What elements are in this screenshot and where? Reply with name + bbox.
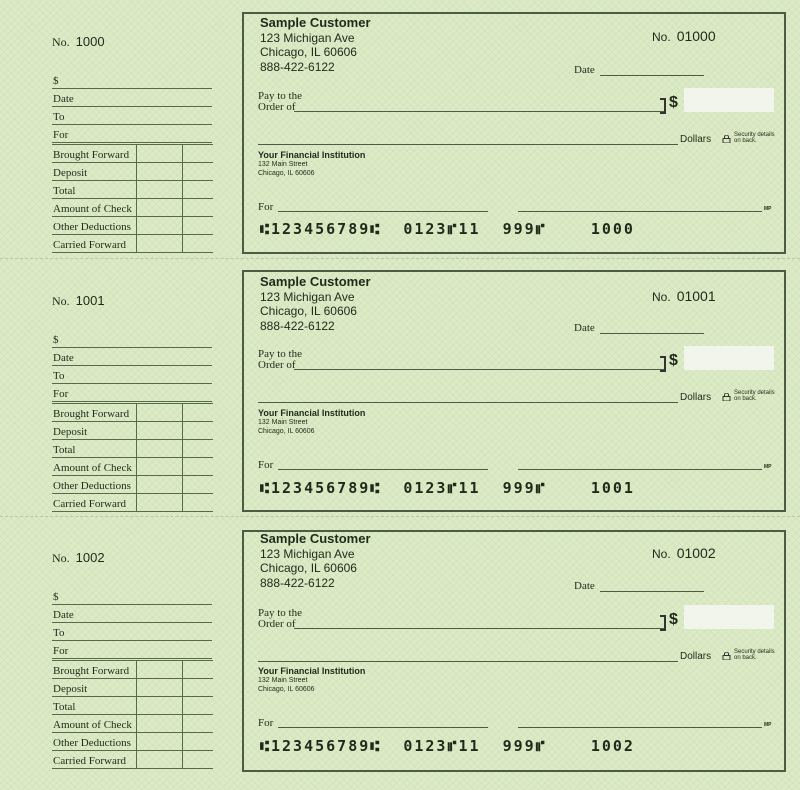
dollars-label: Dollars [680, 392, 712, 403]
mp-mark: MP [764, 722, 772, 728]
bank-block [258, 151, 365, 178]
date-line[interactable] [600, 591, 704, 592]
ledger-row-carried-forward[interactable]: Carried Forward [52, 751, 213, 769]
stub-number: No. 1001 [52, 293, 105, 308]
date-label: Date [574, 64, 595, 76]
amount-words-line[interactable] [258, 144, 678, 145]
stub-to-field[interactable]: To [52, 367, 212, 384]
stub-for-field[interactable]: For [52, 385, 212, 402]
ledger-row-total[interactable]: Total [52, 181, 213, 199]
stub-ledger [52, 403, 213, 512]
pay-to-label: Pay to the Order of [258, 348, 302, 371]
ledger-row-deposit[interactable]: Deposit [52, 422, 213, 440]
stub-amount-field[interactable]: $ [52, 331, 212, 348]
customer-phone: 888-422-6122 [260, 318, 335, 333]
date-line[interactable] [600, 75, 704, 76]
customer-phone: 888-422-6122 [260, 575, 335, 590]
amount-words-line[interactable] [258, 402, 678, 403]
bank-name: Your Financial Institution [258, 666, 366, 676]
amount-bracket [660, 356, 666, 372]
customer-name: Sample Customer [260, 274, 371, 289]
lock-icon [722, 135, 731, 143]
check-number: No. 01001 [652, 288, 716, 304]
customer-name: Sample Customer [260, 15, 371, 30]
dollars-label: Dollars [680, 134, 712, 145]
stub-date-field[interactable]: Date [52, 90, 212, 107]
dollar-sign: $ [669, 94, 678, 111]
ledger-row-amount-of-check[interactable]: Amount of Check [52, 458, 213, 476]
ledger-row-other-deductions[interactable]: Other Deductions [52, 733, 213, 751]
check [242, 530, 786, 772]
date-label: Date [574, 322, 595, 334]
signature-line[interactable] [518, 211, 762, 212]
date-line[interactable] [600, 333, 704, 334]
signature-line[interactable] [518, 469, 762, 470]
customer-city: Chicago, IL 60606 [260, 561, 357, 575]
payee-line[interactable] [294, 111, 664, 112]
date-label: Date [574, 580, 595, 592]
ledger-row-carried-forward[interactable]: Carried Forward [52, 494, 213, 512]
amount-bracket [660, 98, 666, 114]
check [242, 12, 786, 254]
bank-address: 132 Main Street [258, 677, 308, 684]
micr-line: ⑆123456789⑆ 0123⑈11 999⑈ 1001 [260, 479, 635, 497]
amount-box[interactable] [684, 346, 774, 370]
stub-number: No. 1000 [52, 34, 105, 49]
bank-block [258, 667, 365, 694]
stub-to-field[interactable]: To [52, 624, 212, 641]
mp-mark: MP [764, 206, 772, 212]
customer-block [260, 532, 371, 590]
stub-amount-field[interactable]: $ [52, 72, 212, 89]
bank-block [258, 409, 365, 436]
lock-icon [722, 652, 731, 660]
micr-line: ⑆123456789⑆ 0123⑈11 999⑈ 1002 [260, 737, 635, 755]
amount-bracket [660, 615, 666, 631]
dollars-label: Dollars [680, 651, 712, 662]
dollar-sign: $ [669, 352, 678, 369]
ledger-row-amount-of-check[interactable]: Amount of Check [52, 199, 213, 217]
customer-city: Chicago, IL 60606 [260, 304, 357, 318]
bank-name: Your Financial Institution [258, 150, 366, 160]
amount-words-line[interactable] [258, 661, 678, 662]
bank-address: 132 Main Street [258, 419, 308, 426]
customer-block [260, 16, 371, 74]
ledger-row-deposit[interactable]: Deposit [52, 163, 213, 181]
payee-line[interactable] [294, 628, 664, 629]
customer-block [260, 275, 371, 333]
stub-number: No. 1002 [52, 550, 105, 565]
security-note: Security details on back. [734, 390, 775, 402]
ledger-row-other-deductions[interactable]: Other Deductions [52, 476, 213, 494]
amount-box[interactable] [684, 605, 774, 629]
memo-line[interactable] [278, 727, 488, 728]
ledger-row-brought-forward[interactable]: Brought Forward [52, 145, 213, 163]
signature-line[interactable] [518, 727, 762, 728]
check-number: No. 01002 [652, 545, 716, 561]
ledger-row-total[interactable]: Total [52, 440, 213, 458]
stub-for-field[interactable]: For [52, 126, 212, 143]
customer-city: Chicago, IL 60606 [260, 45, 357, 59]
bank-address: 132 Main Street [258, 161, 308, 168]
payee-line[interactable] [294, 369, 664, 370]
lock-icon [722, 393, 731, 401]
dollar-sign: $ [669, 611, 678, 628]
memo-label: For [258, 717, 274, 729]
customer-name: Sample Customer [260, 531, 371, 546]
micr-line: ⑆123456789⑆ 0123⑈11 999⑈ 1000 [260, 220, 635, 238]
stub-ledger [52, 660, 213, 769]
memo-line[interactable] [278, 211, 488, 212]
memo-label: For [258, 201, 274, 213]
check-stub [52, 34, 214, 274]
check-number: No. 01000 [652, 28, 716, 44]
ledger-row-amount-of-check[interactable]: Amount of Check [52, 715, 213, 733]
security-note: Security details on back. [734, 649, 775, 661]
ledger-row-brought-forward[interactable]: Brought Forward [52, 661, 213, 679]
check-stub [52, 550, 214, 790]
customer-phone: 888-422-6122 [260, 59, 335, 74]
bank-name: Your Financial Institution [258, 408, 366, 418]
bank-city: Chicago, IL 60606 [258, 170, 315, 177]
ledger-row-other-deductions[interactable]: Other Deductions [52, 217, 213, 235]
ledger-row-carried-forward[interactable]: Carried Forward [52, 235, 213, 253]
stub-to-field[interactable]: To [52, 108, 212, 125]
pay-to-label: Pay to the Order of [258, 90, 302, 113]
ledger-row-brought-forward[interactable]: Brought Forward [52, 404, 213, 422]
amount-box[interactable] [684, 88, 774, 112]
check [242, 270, 786, 512]
pay-to-label: Pay to the Order of [258, 607, 302, 630]
ledger-row-deposit[interactable]: Deposit [52, 679, 213, 697]
mp-mark: MP [764, 464, 772, 470]
check-stub [52, 293, 214, 533]
bank-city: Chicago, IL 60606 [258, 428, 315, 435]
stub-amount-field[interactable]: $ [52, 588, 212, 605]
stub-for-field[interactable]: For [52, 642, 212, 659]
memo-label: For [258, 459, 274, 471]
memo-line[interactable] [278, 469, 488, 470]
customer-address: 123 Michigan Ave [260, 546, 355, 561]
stub-date-field[interactable]: Date [52, 349, 212, 366]
customer-address: 123 Michigan Ave [260, 30, 355, 45]
ledger-row-total[interactable]: Total [52, 697, 213, 715]
stub-ledger [52, 144, 213, 253]
bank-city: Chicago, IL 60606 [258, 686, 315, 693]
security-note: Security details on back. [734, 132, 775, 144]
stub-date-field[interactable]: Date [52, 606, 212, 623]
customer-address: 123 Michigan Ave [260, 289, 355, 304]
